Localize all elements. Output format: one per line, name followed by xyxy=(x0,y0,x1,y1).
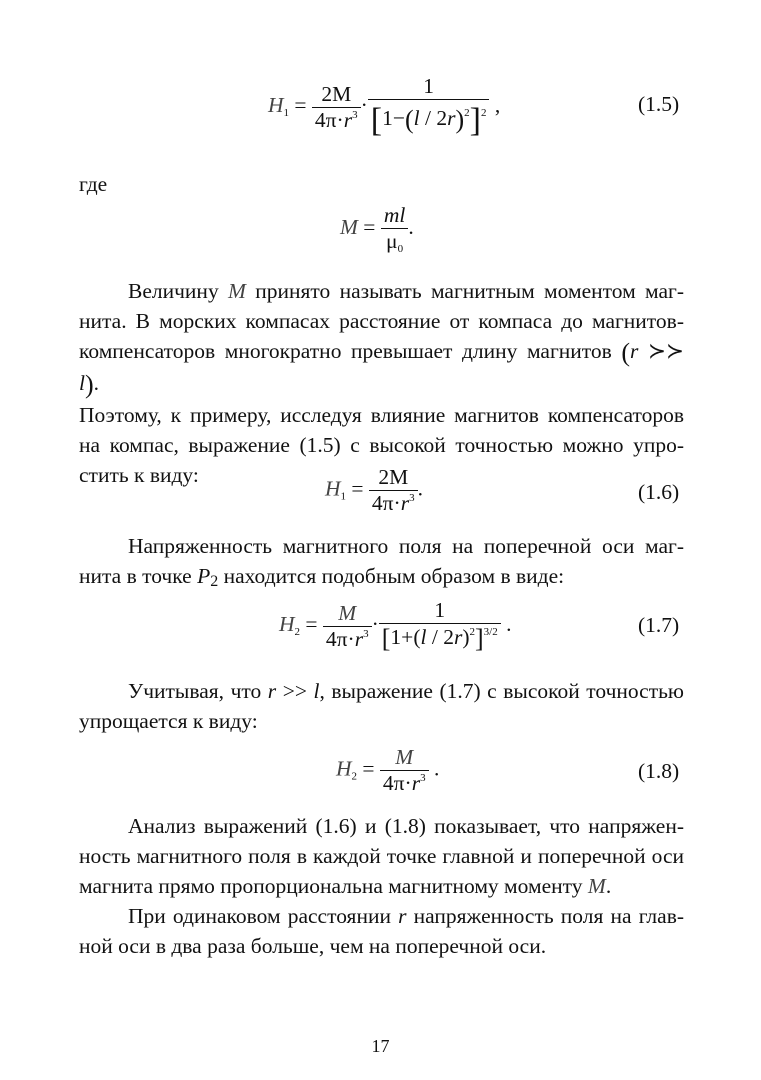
equals-sign: = xyxy=(363,214,376,239)
fraction-numerator: M xyxy=(338,600,357,625)
eq-lhs-subscript: 1 xyxy=(340,490,347,503)
text-line: Учитывая, что r >> l, выражение (1.7) с высокой точностью xyxy=(128,679,684,703)
fraction-denominator-a: 4π xyxy=(371,491,394,515)
fraction-denominator-r: r xyxy=(343,107,353,132)
text-line: ность магнитного поля в каждой точке главной и поперечной оси xyxy=(79,844,684,868)
text-line: При одинаковом расстоянии r напряженность поля на глав- xyxy=(128,904,685,928)
equals-sign: = xyxy=(305,611,318,636)
equation-number-1-8: (1.8) xyxy=(638,759,680,783)
eq-tail: . xyxy=(433,756,440,781)
text-line: стить к виду: xyxy=(79,463,199,487)
fraction-h2: $\frac{M}{4\pi\cdot r^3}$ xyxy=(380,745,429,796)
equation-number-1-7: (1.7) xyxy=(638,613,680,637)
power-sup: 3 xyxy=(409,492,415,504)
inner-power: 2 xyxy=(469,626,475,638)
eq-lhs-symbol: H xyxy=(279,611,295,636)
equals-sign: = xyxy=(294,92,307,117)
fraction-correction: $\frac{1}{[1-(l / 2r)^2]^2}$ xyxy=(368,74,490,140)
eq-lhs-symbol: H xyxy=(268,92,284,117)
fraction-denominator-a: 4π xyxy=(382,771,405,795)
text-line: ной оси в два раза больше, чем на поперечной оси. xyxy=(79,934,547,958)
equals-sign: = xyxy=(351,476,364,501)
fraction-denominator-r: r xyxy=(400,491,410,515)
text-line: нита. В морских компасах расстояние от компаса до магнитов- xyxy=(79,309,684,333)
paragraph-analysis xyxy=(79,811,684,901)
den-mid: / 2 xyxy=(426,625,454,649)
eq-tail: , xyxy=(494,92,501,117)
mu-symbol: μ xyxy=(386,229,398,253)
fraction-numerator: 1 xyxy=(434,598,446,622)
text-line: Величину M принято называть магнитным моментом маг- xyxy=(128,279,684,303)
fraction-numerator: M xyxy=(395,745,414,769)
eq-lhs-symbol: H xyxy=(325,476,341,501)
den-l: l xyxy=(413,106,420,130)
fraction-moment: $\frac{2M}{4\pi\cdot r^3}$ xyxy=(312,82,361,133)
where-word: где xyxy=(79,172,108,196)
fraction-moment-def xyxy=(381,203,409,255)
den-one: 1 xyxy=(382,106,393,130)
fraction-numerator: 1 xyxy=(423,74,434,98)
text-line: Поэтому, к примеру, исследуя влияние магнитов компенсаторов xyxy=(79,403,684,427)
den-r: r xyxy=(447,106,456,130)
den-mid: / 2 xyxy=(419,106,448,130)
fraction-moment: $\frac{M}{4\pi\cdot r^3}$ xyxy=(323,601,372,652)
text-line: Анализ выражений (1.6) и (1.8) показывает, что напряжен- xyxy=(128,814,684,838)
equation-1-7: $H_2$ = $\frac{M}{4\pi\cdot r^3}$ · $\frac{1}{[1+(l / 2r)^2]^{3/2}}$ . xyxy=(279,598,512,653)
den-operator: + xyxy=(401,625,414,649)
page-number: 17 xyxy=(371,1036,390,1056)
mu-subscript: 0 xyxy=(397,243,404,255)
text-line: магнита прямо пропорциональна магнитному моменту M. xyxy=(79,874,612,898)
eq-tail: . xyxy=(417,476,423,501)
fraction-numerator: 2M xyxy=(378,465,409,489)
paragraph-transverse-field xyxy=(79,531,684,597)
eq-lhs-subscript: 1 xyxy=(283,106,290,119)
den-l: l xyxy=(420,625,427,649)
text-line: на компас, выражение (1.5) с высокой точностью можно упро- xyxy=(79,433,684,457)
equals-sign: = xyxy=(362,756,375,781)
power-sup: 3 xyxy=(420,772,426,784)
equation-1-5: $H_1$ = $\frac{2M}{4\pi\cdot r^3}$ · $\frac{1}{[1-(l / 2r)^2]^2}$ , xyxy=(268,74,501,139)
text-line: Напряженность магнитного поля на поперечной оси маг- xyxy=(128,534,684,558)
power-sup: 3 xyxy=(363,627,369,640)
fraction-denominator-a: 4π xyxy=(325,626,348,651)
fraction-denominator-r: r xyxy=(354,626,364,651)
equation-number-1-6: (1.6) xyxy=(638,480,680,504)
equation-1-6 xyxy=(325,465,423,516)
text-line: упрощается к виду: xyxy=(79,709,258,733)
paragraph-distance xyxy=(79,901,684,961)
den-operator: − xyxy=(392,106,405,130)
fraction-numerator: ml xyxy=(383,203,406,227)
inner-power: 2 xyxy=(464,107,470,119)
power-sup: 3 xyxy=(352,108,358,121)
fraction-denominator-r: r xyxy=(411,771,421,795)
eq-tail: . xyxy=(408,214,414,239)
text-line: нита в точке P2 находится подобным образом в виде: xyxy=(79,564,565,590)
den-r: r xyxy=(453,625,463,649)
eq-tail: . xyxy=(506,611,512,636)
equation-number-1-5: (1.5) xyxy=(638,92,680,116)
eq-lhs-symbol: M xyxy=(340,214,358,239)
eq-lhs-symbol: H xyxy=(336,756,352,781)
eq-lhs-subscript: 2 xyxy=(294,625,301,638)
outer-power: 3/2 xyxy=(483,626,498,638)
paragraph-approximation xyxy=(79,676,684,736)
text-line: компенсаторов многократно превышает длину магнитов (r ≻≻ l). xyxy=(79,338,684,399)
eq-lhs-subscript: 2 xyxy=(351,770,358,783)
den-one: 1 xyxy=(390,625,402,649)
fraction-numerator: 2M xyxy=(321,81,352,106)
fraction-correction: $\frac{1}{[1+(l / 2r)^2]^{3/2}}$ xyxy=(379,598,501,654)
equation-1-8 xyxy=(336,745,439,796)
paragraph-magnetic-moment xyxy=(79,276,684,490)
outer-power: 2 xyxy=(480,107,487,119)
equation-magnetic-moment xyxy=(340,203,414,255)
fraction-denominator-a: 4π xyxy=(314,107,337,132)
fraction-h1: $\frac{2M}{4\pi\cdot r^3}$ xyxy=(369,465,418,516)
